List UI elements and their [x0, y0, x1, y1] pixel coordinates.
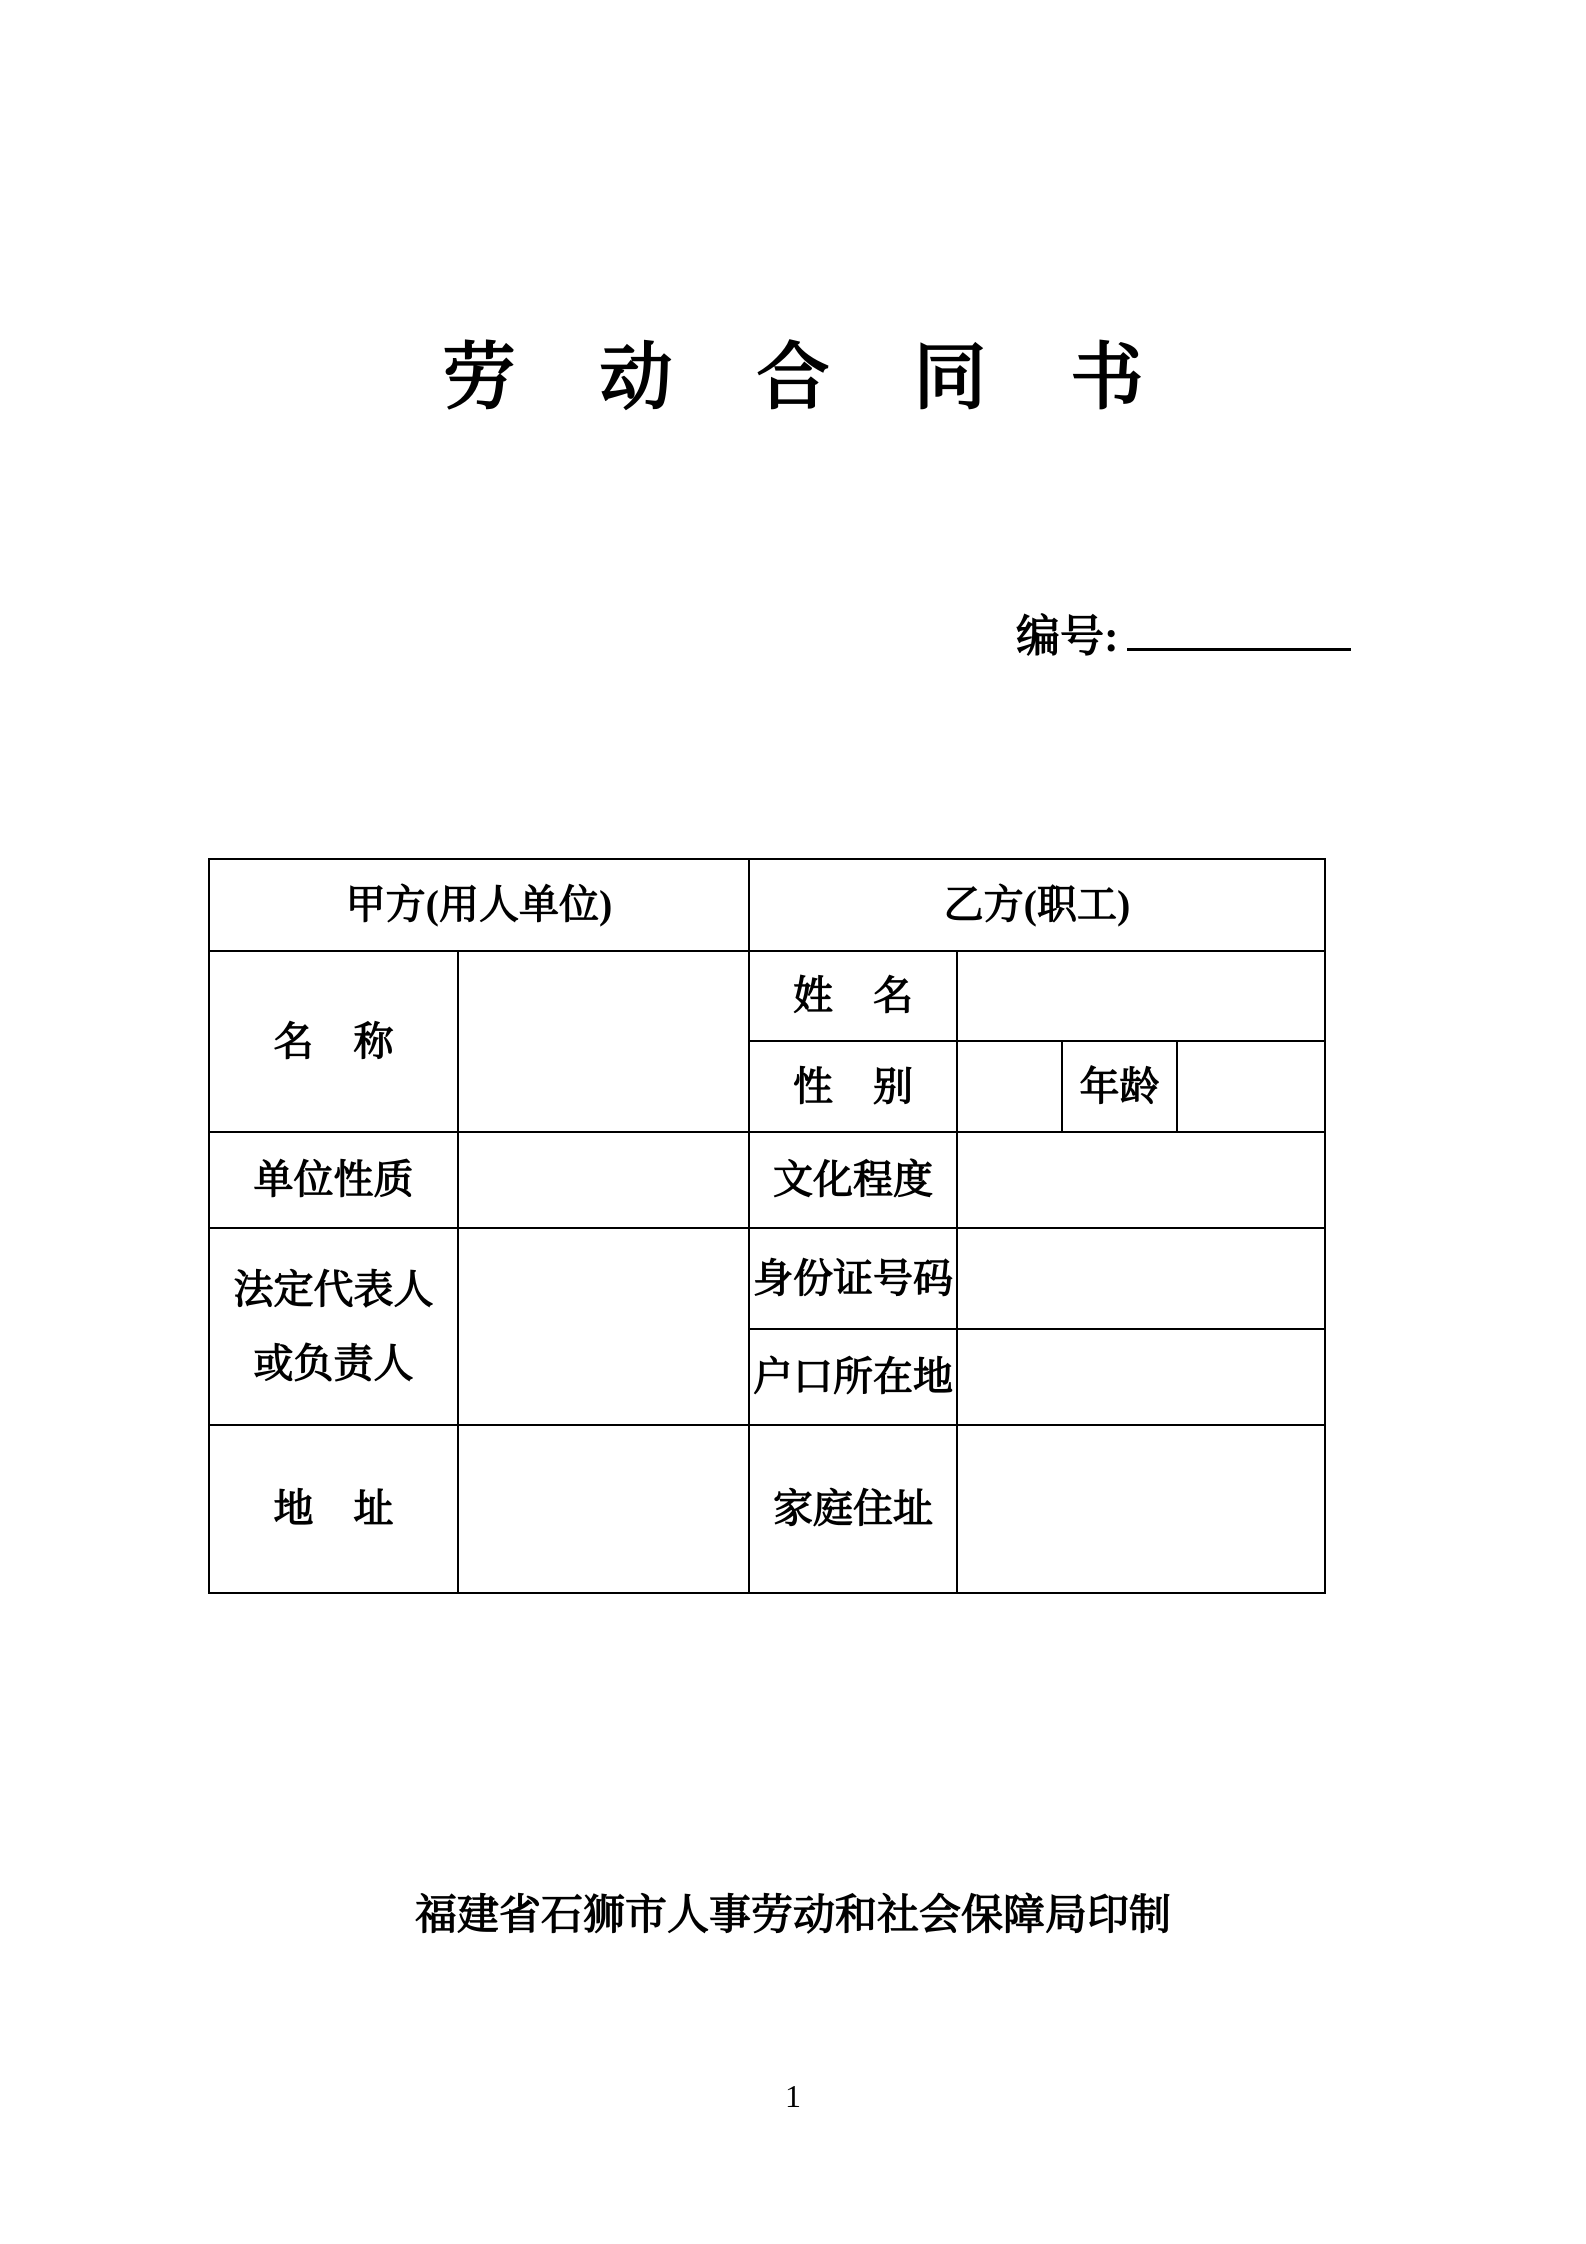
value-gender	[958, 1042, 1063, 1133]
value-company-name	[459, 952, 750, 1133]
value-employee-name	[958, 952, 1324, 1042]
value-id-number	[958, 1229, 1324, 1330]
label-company-type: 单位性质	[210, 1133, 459, 1229]
value-legal-representative	[459, 1229, 750, 1426]
header-party-b: 乙方(职工)	[750, 860, 1324, 952]
label-legal-representative-line1: 法定代表人	[233, 1266, 434, 1312]
page-number: 1	[785, 2078, 801, 2114]
value-age	[1178, 1042, 1324, 1133]
label-household-registration: 户口所在地	[750, 1330, 958, 1426]
header-party-a: 甲方(用人单位)	[210, 860, 750, 952]
issuing-authority-line: 福建省石狮市人事劳动和社会保障局印制	[414, 1893, 1171, 1939]
label-education-level: 文化程度	[750, 1133, 958, 1229]
label-legal-representative	[210, 1229, 459, 1426]
value-household-registration	[958, 1330, 1324, 1426]
serial-number-label: 编号:	[1016, 612, 1119, 661]
parties-info-table	[208, 858, 1326, 1594]
value-education-level	[958, 1133, 1324, 1229]
value-company-address	[459, 1426, 750, 1592]
value-home-address	[958, 1426, 1324, 1592]
label-legal-representative-line2: 或负责人	[253, 1340, 414, 1386]
label-company-name: 名 称	[210, 952, 459, 1133]
value-company-type	[459, 1133, 750, 1229]
label-age: 年龄	[1063, 1042, 1178, 1133]
label-home-address: 家庭住址	[750, 1426, 958, 1592]
page-title: 劳动合同书	[442, 337, 1228, 418]
label-gender: 性 别	[750, 1042, 958, 1133]
label-id-number: 身份证号码	[750, 1229, 958, 1330]
label-company-address: 地 址	[210, 1426, 459, 1592]
serial-number-blank	[1127, 602, 1351, 651]
label-employee-name: 姓 名	[750, 952, 958, 1042]
serial-number-row	[1016, 600, 1351, 664]
